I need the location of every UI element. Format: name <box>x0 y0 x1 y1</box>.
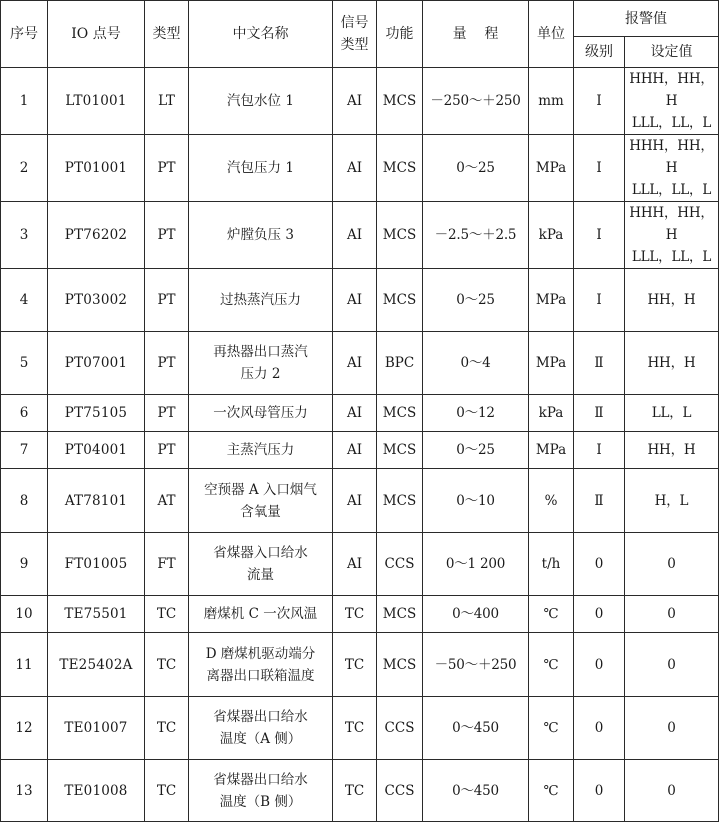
alarm-setpoint-cell <box>625 469 719 533</box>
alarm-level-cell: Ⅰ <box>574 68 625 135</box>
unit-cell: MPa <box>529 432 574 469</box>
alarm-setpoint-cell <box>625 135 719 202</box>
alarm-setpoint-cell-line1: 0 <box>667 656 676 673</box>
type-cell: PT <box>145 135 189 202</box>
signal-cell: AI <box>333 469 377 533</box>
alarm-setpoint-cell-line2: LLL，LL，L <box>631 182 712 198</box>
range-cell: 0～1 200 <box>423 533 529 596</box>
range-cell: 0～10 <box>423 469 529 533</box>
alarm-level-cell: Ⅰ <box>574 135 625 202</box>
alarm-level-cell: 0 <box>574 596 625 633</box>
function-cell: MCS <box>377 633 423 697</box>
type-cell: FT <box>145 533 189 596</box>
function-cell: MCS <box>377 135 423 202</box>
table-row <box>1 633 719 697</box>
table-row <box>1 596 719 633</box>
name-cell-line1: 主蒸汽压力 <box>226 442 295 458</box>
name-cell <box>189 202 333 269</box>
name-cell <box>189 68 333 135</box>
table-header <box>1 1 719 68</box>
io-cell: PT07001 <box>48 332 145 395</box>
header-alarm-level: 级别 <box>574 37 625 68</box>
unit-cell: ℃ <box>529 633 574 697</box>
function-cell: MCS <box>377 432 423 469</box>
alarm-level-cell: Ⅰ <box>574 202 625 269</box>
signal-cell: TC <box>333 596 377 633</box>
alarm-setpoint-cell-line1: LL，L <box>651 405 692 421</box>
signal-cell: TC <box>333 633 377 697</box>
type-cell: TC <box>145 596 189 633</box>
alarm-setpoint-cell-line1: HH，H <box>647 292 696 308</box>
header-alarm: 报警值 <box>574 1 719 37</box>
unit-cell: % <box>529 469 574 533</box>
range-cell: 0～25 <box>423 432 529 469</box>
name-cell-line1: 一次风母管压力 <box>213 405 308 421</box>
type-cell: PT <box>145 395 189 432</box>
name-cell-line2: 温度（B 侧） <box>219 793 302 810</box>
seq-cell: 8 <box>1 469 48 533</box>
io-cell: PT03002 <box>48 269 145 332</box>
io-cell: PT75105 <box>48 395 145 432</box>
alarm-setpoint-cell <box>625 533 719 596</box>
function-cell: BPC <box>377 332 423 395</box>
name-cell-line1: D 磨煤机驱动端分 <box>205 645 316 662</box>
unit-cell: mm <box>529 68 574 135</box>
function-cell: CCS <box>377 697 423 760</box>
alarm-setpoint-cell-line1: HHH，HH，H <box>629 138 714 176</box>
name-cell <box>189 533 333 596</box>
unit-cell: kPa <box>529 202 574 269</box>
alarm-setpoint-cell-line2: LLL，LL，L <box>631 249 712 265</box>
alarm-setpoint-cell-line1: 0 <box>667 556 676 572</box>
name-cell <box>189 697 333 760</box>
name-cell <box>189 332 333 395</box>
alarm-setpoint-cell <box>625 432 719 469</box>
seq-cell: 3 <box>1 202 48 269</box>
io-cell: TE25402A <box>48 633 145 697</box>
header-range: 量 程 <box>423 1 529 68</box>
signal-cell: AI <box>333 135 377 202</box>
seq-cell: 7 <box>1 432 48 469</box>
table-row <box>1 202 719 269</box>
seq-cell: 13 <box>1 760 48 822</box>
range-cell: 0～4 <box>423 332 529 395</box>
function-cell: MCS <box>377 269 423 332</box>
table-body <box>1 68 719 822</box>
unit-cell: kPa <box>529 395 574 432</box>
signal-cell: AI <box>333 202 377 269</box>
alarm-level-cell: 0 <box>574 533 625 596</box>
name-cell-line1: 磨煤机 C 一次风温 <box>203 606 318 622</box>
io-cell: AT78101 <box>48 469 145 533</box>
name-cell-line1: 省煤器出口给水 <box>213 709 308 725</box>
signal-cell: TC <box>333 760 377 822</box>
name-cell <box>189 432 333 469</box>
alarm-setpoint-cell-line1: 0 <box>667 720 676 736</box>
range-cell: －250～＋250 <box>423 68 529 135</box>
alarm-setpoint-cell-line1: HH，H <box>647 442 696 458</box>
alarm-setpoint-cell <box>625 269 719 332</box>
table-row <box>1 135 719 202</box>
io-cell: PT01001 <box>48 135 145 202</box>
type-cell: TC <box>145 697 189 760</box>
signal-cell: AI <box>333 68 377 135</box>
io-cell: PT76202 <box>48 202 145 269</box>
unit-cell: MPa <box>529 332 574 395</box>
name-cell <box>189 469 333 533</box>
unit-cell: MPa <box>529 269 574 332</box>
range-cell: 0～450 <box>423 697 529 760</box>
range-cell: 0～400 <box>423 596 529 633</box>
table-row <box>1 432 719 469</box>
header-name: 中文名称 <box>189 1 333 68</box>
name-cell <box>189 269 333 332</box>
seq-cell: 10 <box>1 596 48 633</box>
header-function: 功能 <box>377 1 423 68</box>
seq-cell: 2 <box>1 135 48 202</box>
signal-cell: TC <box>333 697 377 760</box>
alarm-setpoint-cell-line2: LLL，LL，L <box>631 115 712 131</box>
name-cell-line1: 省煤器出口给水 <box>213 771 308 788</box>
alarm-level-cell: 0 <box>574 697 625 760</box>
name-cell-line2: 温度（A 侧） <box>219 731 302 747</box>
alarm-level-cell: 0 <box>574 760 625 822</box>
alarm-level-cell: Ⅱ <box>574 395 625 432</box>
alarm-setpoint-cell <box>625 68 719 135</box>
table-row <box>1 269 719 332</box>
alarm-setpoint-cell <box>625 202 719 269</box>
function-cell: MCS <box>377 596 423 633</box>
type-cell: TC <box>145 760 189 822</box>
io-cell: TE75501 <box>48 596 145 633</box>
alarm-setpoint-cell <box>625 697 719 760</box>
range-cell: 0～25 <box>423 269 529 332</box>
alarm-setpoint-cell-line1: HHH，HH，H <box>629 205 714 243</box>
alarm-level-cell: Ⅱ <box>574 469 625 533</box>
alarm-setpoint-cell-line1: 0 <box>667 782 676 799</box>
name-cell-line2: 离器出口联箱温度 <box>206 667 315 684</box>
seq-cell: 9 <box>1 533 48 596</box>
header-type: 类型 <box>145 1 189 68</box>
range-cell: －50～＋250 <box>423 633 529 697</box>
header-unit: 单位 <box>529 1 574 68</box>
name-cell-line1: 汽包压力 1 <box>227 160 294 176</box>
io-cell: FT01005 <box>48 533 145 596</box>
alarm-setpoint-cell <box>625 760 719 822</box>
unit-cell: ℃ <box>529 697 574 760</box>
io-cell: TE01007 <box>48 697 145 760</box>
header-signal-type <box>333 1 377 68</box>
alarm-setpoint-cell-line1: H，L <box>654 492 689 509</box>
name-cell <box>189 760 333 822</box>
name-cell-line2: 压力 2 <box>240 366 281 382</box>
io-cell: TE01008 <box>48 760 145 822</box>
alarm-level-cell: 0 <box>574 633 625 697</box>
header-io: IO 点号 <box>48 1 145 68</box>
seq-cell: 11 <box>1 633 48 697</box>
unit-cell: MPa <box>529 135 574 202</box>
table-row <box>1 68 719 135</box>
io-cell: LT01001 <box>48 68 145 135</box>
name-cell-line1: 再热器出口蒸汽 <box>213 344 308 360</box>
unit-cell: t/h <box>529 533 574 596</box>
unit-cell: ℃ <box>529 760 574 822</box>
function-cell: MCS <box>377 202 423 269</box>
name-cell <box>189 633 333 697</box>
range-cell: 0～12 <box>423 395 529 432</box>
type-cell: PT <box>145 202 189 269</box>
table-row <box>1 395 719 432</box>
header-signal-type-line1: 信号 <box>340 15 369 31</box>
alarm-setpoint-cell <box>625 596 719 633</box>
alarm-setpoint-cell-line1: 0 <box>667 606 676 622</box>
alarm-setpoint-cell <box>625 633 719 697</box>
signal-cell: AI <box>333 395 377 432</box>
range-cell: 0～450 <box>423 760 529 822</box>
alarm-setpoint-cell-line1: HHH，HH，H <box>629 71 714 109</box>
name-cell-line1: 空预器 A 入口烟气 <box>204 481 317 498</box>
seq-cell: 1 <box>1 68 48 135</box>
name-cell <box>189 395 333 432</box>
signal-cell: AI <box>333 269 377 332</box>
header-signal-type-line2: 类型 <box>340 37 369 53</box>
name-cell <box>189 596 333 633</box>
name-cell-line1: 炉膛负压 3 <box>227 227 294 243</box>
type-cell: TC <box>145 633 189 697</box>
function-cell: MCS <box>377 68 423 135</box>
header-alarm-setpoint: 设定值 <box>625 37 719 68</box>
table-row <box>1 697 719 760</box>
alarm-setpoint-cell <box>625 395 719 432</box>
table-row <box>1 332 719 395</box>
function-cell: MCS <box>377 395 423 432</box>
range-cell: 0～25 <box>423 135 529 202</box>
unit-cell: ℃ <box>529 596 574 633</box>
alarm-level-cell: Ⅰ <box>574 432 625 469</box>
table-row <box>1 760 719 822</box>
alarm-setpoint-cell-line1: HH，H <box>647 355 696 371</box>
signal-cell: AI <box>333 432 377 469</box>
function-cell: CCS <box>377 760 423 822</box>
type-cell: PT <box>145 269 189 332</box>
name-cell <box>189 135 333 202</box>
alarm-level-cell: Ⅱ <box>574 332 625 395</box>
name-cell-line2: 含氧量 <box>240 503 281 520</box>
name-cell-line1: 汽包水位 1 <box>227 93 294 109</box>
alarm-setpoint-cell <box>625 332 719 395</box>
seq-cell: 5 <box>1 332 48 395</box>
seq-cell: 6 <box>1 395 48 432</box>
seq-cell: 12 <box>1 697 48 760</box>
type-cell: AT <box>145 469 189 533</box>
table-row <box>1 533 719 596</box>
type-cell: PT <box>145 432 189 469</box>
header-seq: 序号 <box>1 1 48 68</box>
seq-cell: 4 <box>1 269 48 332</box>
function-cell: MCS <box>377 469 423 533</box>
function-cell: CCS <box>377 533 423 596</box>
signal-cell: AI <box>333 533 377 596</box>
range-cell: －2.5～＋2.5 <box>423 202 529 269</box>
table-row <box>1 469 719 533</box>
signal-cell: AI <box>333 332 377 395</box>
name-cell-line2: 流量 <box>247 567 274 583</box>
name-cell-line1: 过热蒸汽压力 <box>220 292 301 308</box>
name-cell-line1: 省煤器入口给水 <box>213 545 308 561</box>
type-cell: PT <box>145 332 189 395</box>
alarm-level-cell: Ⅰ <box>574 269 625 332</box>
type-cell: LT <box>145 68 189 135</box>
io-cell: PT04001 <box>48 432 145 469</box>
